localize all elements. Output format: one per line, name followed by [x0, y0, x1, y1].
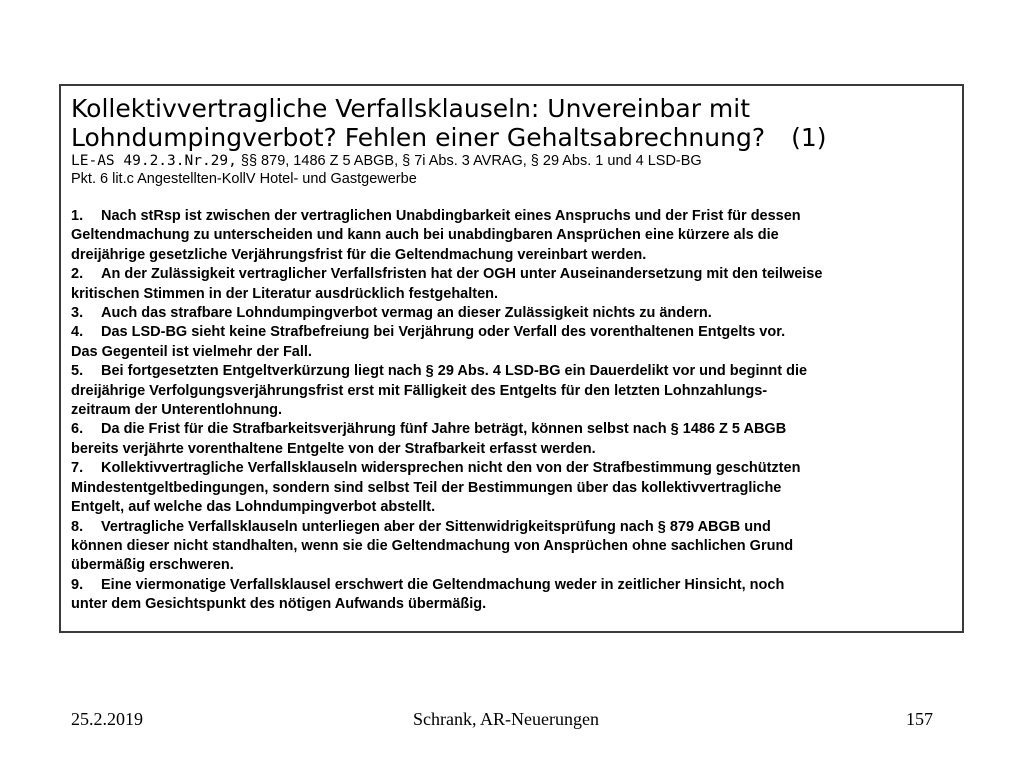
title-line-2	[71, 123, 952, 152]
list-item	[71, 323, 952, 362]
list-item	[71, 420, 952, 459]
list-item-text: Entgelt, auf welche das Lohndumpingverbot abstellt.	[71, 499, 436, 516]
list-item-text: kritischen Stimmen in der Literatur ausdrücklich festgehalten.	[71, 285, 499, 302]
list-item	[71, 362, 952, 420]
page-number: 157	[906, 709, 933, 729]
list-item-line	[71, 323, 952, 342]
footer-date: 25.2.2019	[71, 709, 143, 729]
list-item-line	[71, 498, 952, 517]
list-item	[71, 459, 952, 517]
list-item-line	[71, 207, 952, 226]
list-item-text: Da die Frist für die Strafbarkeitsverjährung fünf Jahre beträgt, können selbst nach § 1486 Z 5 ABGB	[101, 421, 787, 438]
list-item-line	[71, 265, 952, 284]
list-item-line	[71, 362, 952, 381]
list-item-line	[71, 459, 952, 478]
footer-title: Schrank, AR-Neuerungen	[413, 709, 599, 729]
list-item-line	[71, 576, 952, 595]
list-item-text: Geltendmachung zu unterscheiden und kann auch bei unabdingbaren Ansprüchen eine kürzere als die	[71, 227, 779, 244]
list-item	[71, 518, 952, 576]
list-item-text: Das LSD-BG sieht keine Strafbefreiung bei Verjährung oder Verfall des vorenthaltenen Entgelts vor.	[101, 324, 786, 341]
list-item-text: können dieser nicht standhalten, wenn sie die Geltendmachung von Ansprüchen ohne sachlichen Grund	[71, 537, 794, 554]
list-item-text: Kollektivvertragliche Verfallsklauseln widersprechen nicht den von der Strafbestimmung geschützten	[101, 460, 801, 477]
reference-line-2: Pkt. 6 lit.c Angestellten-KollV Hotel- und Gastgewerbe	[71, 171, 417, 187]
list-item-number: 9.	[71, 576, 84, 593]
list-item-text: dreijährige gesetzliche Verjährungsfrist für die Geltendmachung vereinbart werden.	[71, 246, 647, 263]
list-item-line	[71, 285, 952, 304]
list-item-number: 4.	[71, 324, 84, 341]
list-item-number: 2.	[71, 266, 84, 283]
reference-rest: §§ 879, 1486 Z 5 ABGB, § 7i Abs. 3 AVRAG, § 29 Abs. 1 und 4 LSD-BG	[236, 153, 702, 169]
reference-line-1	[71, 152, 952, 170]
reference-prefix: LE-AS 49.2.3.Nr.29,	[71, 153, 237, 169]
list-item-text: unter dem Gesichtspunkt des nötigen Aufwands übermäßig.	[71, 596, 487, 613]
list-item-text: An der Zulässigkeit vertraglicher Verfallsfristen hat der OGH unter Auseinandersetzung mit den teilweise	[101, 266, 823, 283]
list-item-text: dreijährige Verfolgungsverjährungsfrist erst mit Fälligkeit des Entgelts für den letzten Lohnzahlungs-	[71, 382, 768, 399]
list-item-line	[71, 226, 952, 245]
list-item-line	[71, 343, 952, 362]
list-item-line	[71, 420, 952, 439]
list-item-text: bereits verjährte vorenthaltene Entgelte von der Strafbarkeit erfasst werden.	[71, 440, 596, 457]
list-item-line	[71, 537, 952, 556]
list-item-text: Vertragliche Verfallsklauseln unterliegen aber der Sittenwidrigkeitsprüfung nach § 879 ABGB und	[101, 518, 771, 535]
list-item	[71, 576, 952, 615]
list-item-line	[71, 246, 952, 265]
title-line-2-text: Lohndumpingverbot? Fehlen einer Gehaltsabrechnung?	[71, 123, 766, 152]
list-item-text: Auch das strafbare Lohndumpingverbot vermag an dieser Zulässigkeit nichts zu ändern.	[101, 305, 712, 322]
spacer	[71, 188, 952, 207]
list-item-text: übermäßig erschweren.	[71, 557, 234, 574]
list-item-line	[71, 518, 952, 537]
list-item	[71, 304, 952, 323]
numbered-list	[71, 207, 952, 615]
list-item-number: 6.	[71, 421, 84, 438]
list-item-line	[71, 440, 952, 459]
list-item-text: Nach stRsp ist zwischen der vertraglichen Unabdingbarkeit eines Anspruchs und der Frist für dessen	[101, 208, 801, 224]
list-item-number: 1.	[71, 208, 84, 224]
list-item-text: Bei fortgesetzten Entgeltverkürzung liegt nach § 29 Abs. 4 LSD-BG ein Dauerdelikt vor und beginnt die	[101, 363, 808, 380]
list-item-line	[71, 595, 952, 614]
list-item-line	[71, 556, 952, 575]
list-item-line	[71, 382, 952, 401]
list-item-line	[71, 401, 952, 420]
content-box	[59, 84, 964, 633]
list-item-number: 5.	[71, 363, 84, 380]
title-line-1: Kollektivvertragliche Verfallsklauseln: Unvereinbar mit	[71, 94, 751, 123]
list-item-text: Eine viermonatige Verfallsklausel erschwert die Geltendmachung weder in zeitlicher Hinsicht, noch	[101, 576, 785, 593]
list-item-number: 8.	[71, 518, 84, 535]
list-item-text: Das Gegenteil ist vielmehr der Fall.	[71, 343, 312, 360]
list-item-number: 3.	[71, 305, 84, 322]
list-item-text: zeitraum der Unterentlohnung.	[71, 402, 283, 419]
list-item-line	[71, 479, 952, 498]
list-item-number: 7.	[71, 460, 84, 477]
slide-title	[71, 94, 952, 152]
list-item	[71, 265, 952, 304]
title-number: (1)	[791, 123, 827, 152]
list-item-line	[71, 304, 952, 323]
list-item-text: Mindestentgeltbedingungen, sondern sind selbst Teil der Bestimmungen über das kollektivvertragliche	[71, 479, 782, 496]
list-item	[71, 207, 952, 265]
